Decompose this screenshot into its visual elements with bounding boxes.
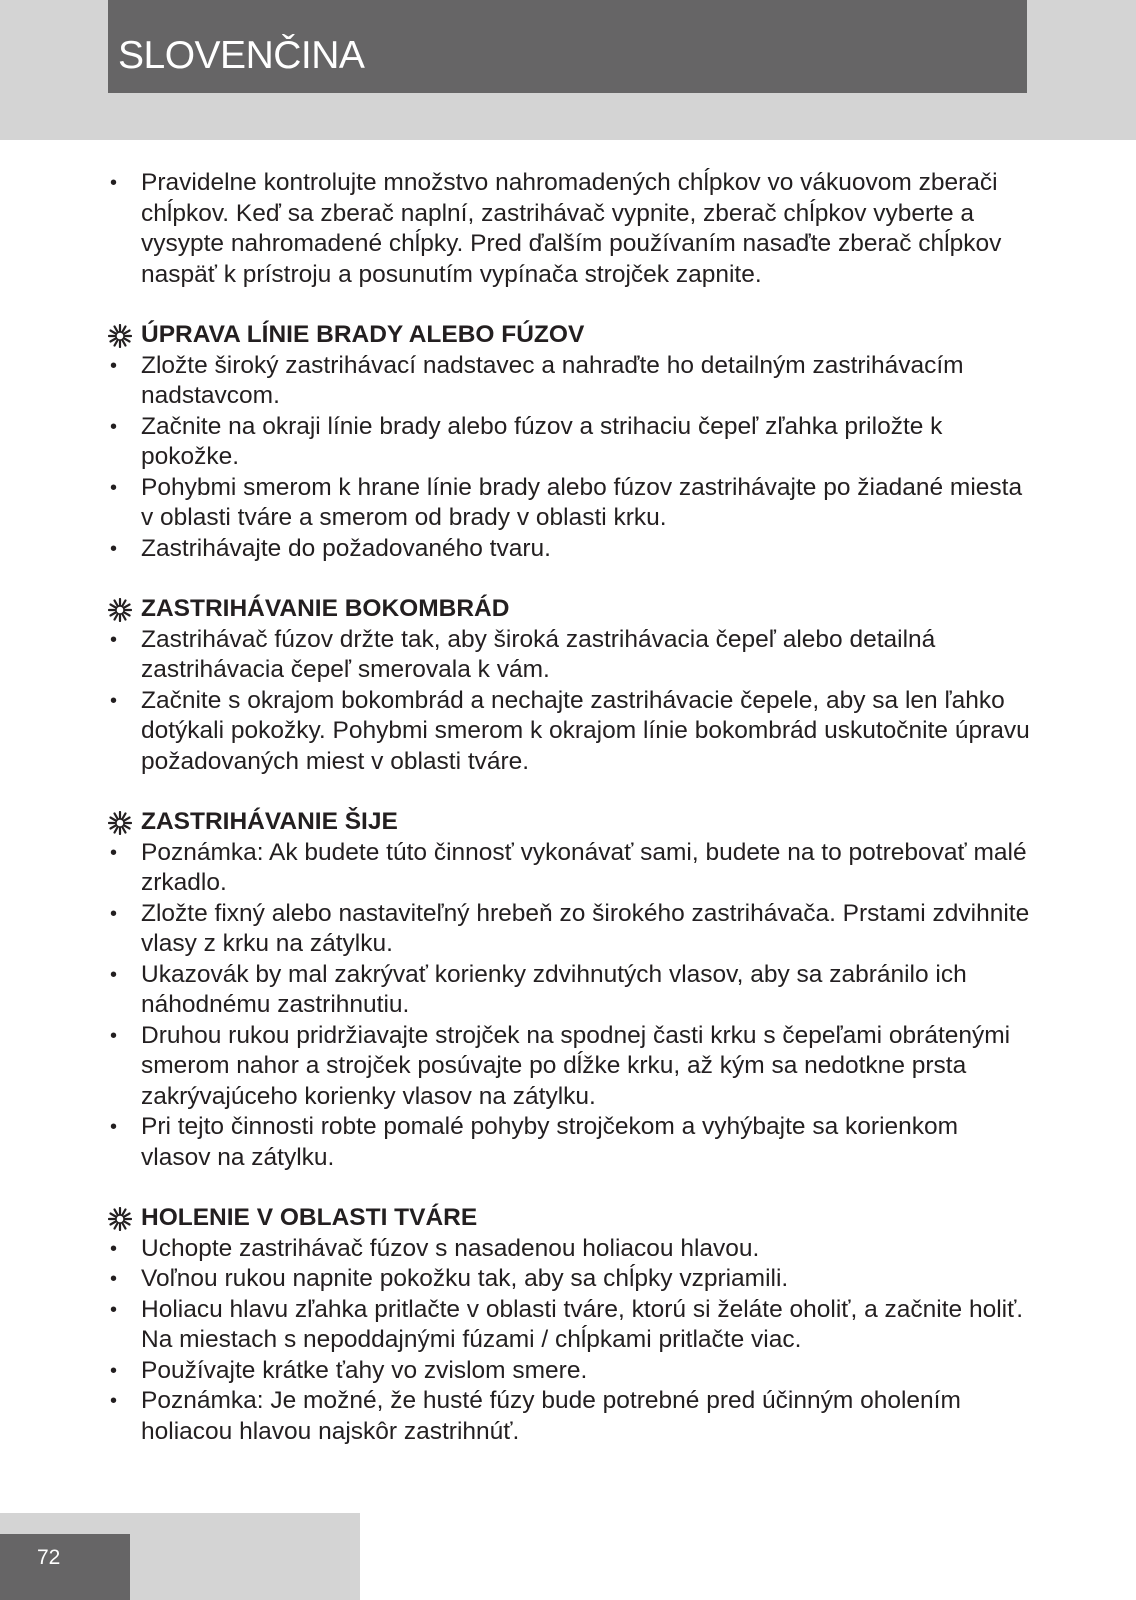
section-heading: ÚPRAVA LÍNIE BRADY ALEBO FÚZOV [110, 320, 1030, 351]
list-item: • Zastrihávač fúzov držte tak, aby široká zastrihávacia čepeľ alebo detailná zastrihávacia čepeľ smerovala k vám. [110, 625, 936, 683]
list-item-text: Pravidelne kontrolujte množstvo nahromadených chĺpkov vo vákuovom zberači chĺpkov. Keď sa zberač naplní, zastrihávač vypnite, zberač chĺpkov vyberte a vysypte nahromadené chĺpky. Pred ďalším používaním nasaďte zberač chĺpkov naspäť k prístroju a posunutím vypínača strojček zapnite. [141, 169, 1002, 288]
list-item: • Zložte široký zastrihávací nadstavec a nahraďte ho detailným zastrihávacím nadstavcom. [110, 351, 964, 409]
main-content [110, 168, 1030, 1447]
list-item: • Ukazovák by mal zakrývať korienky zdvihnutých vlasov, aby sa zabránilo ich náhodnému zastrihnutiu. [110, 960, 967, 1018]
bullet-dot-icon: • [110, 537, 118, 560]
list-item: • Poznámka: Je možné, že husté fúzy bude potrebné pred účinným oholením holiacou hlavou najskôr zastrihnúť. [110, 1387, 961, 1445]
bullet-dot-icon: • [110, 354, 118, 377]
list-item: • Zložte fixný alebo nastaviteľný hrebeň zo širokého zastrihávača. Prstami zdvihnite vlasy z krku na zátylku. [110, 899, 1030, 957]
section-heading: ZASTRIHÁVANIE BOKOMBRÁD [110, 594, 1030, 625]
bullet-dot-icon: • [110, 476, 118, 499]
list-item: • Používajte krátke ťahy vo zvislom smere. [110, 1356, 1030, 1387]
bullet-dot-icon: • [110, 1359, 118, 1382]
bullet-dot-icon: • [110, 1298, 118, 1321]
bullet-dot-icon: • [110, 1024, 118, 1047]
sun-icon [108, 594, 136, 624]
list-item: • Zastrihávajte do požadovaného tvaru. [110, 534, 1030, 565]
bullet-dot-icon: • [110, 415, 118, 438]
bullet-dot-icon: • [110, 841, 118, 864]
list-item [110, 168, 1030, 290]
list-item: • Poznámka: Ak budete túto činnosť vykonávať sami, budete na to potrebovať malé zrkadlo. [110, 838, 1027, 896]
page-number: 72 [37, 1546, 61, 1569]
section-sideburns [110, 594, 1030, 777]
list-item: • Pri tejto činnosti robte pomalé pohyby strojčekom a vyhýbajte sa korienkom vlasov na zátylku. [110, 1113, 959, 1171]
bullet-dot-icon: • [110, 902, 118, 925]
list-item: • Uchopte zastrihávač fúzov s nasadenou holiacou hlavou. [110, 1234, 1030, 1265]
section-neck [110, 807, 1030, 1173]
section-heading: ZASTRIHÁVANIE ŠIJE [110, 807, 1030, 838]
sun-icon [108, 320, 136, 350]
bullet-dot-icon: • [110, 963, 118, 986]
language-title-bar [108, 0, 1027, 93]
bullet-dot-icon: • [110, 1268, 118, 1290]
page-number-box [0, 1534, 130, 1600]
bullet-dot-icon: • [110, 1390, 118, 1412]
page-title: SLOVENČINA [118, 34, 365, 77]
bullet-dot-icon: • [110, 1116, 118, 1138]
list-item: • Začnite na okraji línie brady alebo fúzov a strihaciu čepeľ zľahka priložte k pokožke. [110, 412, 943, 470]
bullet-dot-icon: • [110, 1237, 118, 1260]
list-item: • Druhou rukou pridržiavajte strojček na spodnej časti krku s čepeľami obrátenými smerom nahor a strojček posúvajte po dĺžke krku, až kým sa nedotkne prsta zakrývajúceho korienky vlasov na zátylku. [110, 1021, 1011, 1110]
section-beard-line [110, 320, 1030, 564]
list-item: • Holiacu hlavu zľahka pritlačte v oblasti tváre, ktorú si želáte oholiť, a začnite holiť. Na miestach s nepoddajnými fúzami / chĺpkami pritlačte viac. [110, 1295, 1024, 1353]
list-item: • Voľnou rukou napnite pokožku tak, aby sa chĺpky vzpriamili. [110, 1264, 1030, 1295]
list-item: • Začnite s okrajom bokombrád a nechajte zastrihávacie čepele, aby sa len ľahko dotýkali pokožky. Pohybmi smerom k okrajom línie bokombrád uskutočnite úpravu požadovaných miest v oblasti tváre. [110, 686, 1030, 775]
list-item: • Pohybmi smerom k hrane línie brady alebo fúzov zastrihávajte po žiadané miesta v oblasti tváre a smerom od brady v oblasti krku. [110, 473, 1023, 531]
sun-icon [108, 807, 136, 837]
bullet-dot-icon: • [110, 172, 118, 194]
sun-icon [108, 1203, 136, 1233]
section-face-shaving [110, 1203, 1030, 1447]
section-heading: HOLENIE V OBLASTI TVÁRE [110, 1203, 1030, 1234]
bullet-dot-icon: • [110, 628, 118, 651]
bullet-dot-icon: • [110, 689, 118, 712]
